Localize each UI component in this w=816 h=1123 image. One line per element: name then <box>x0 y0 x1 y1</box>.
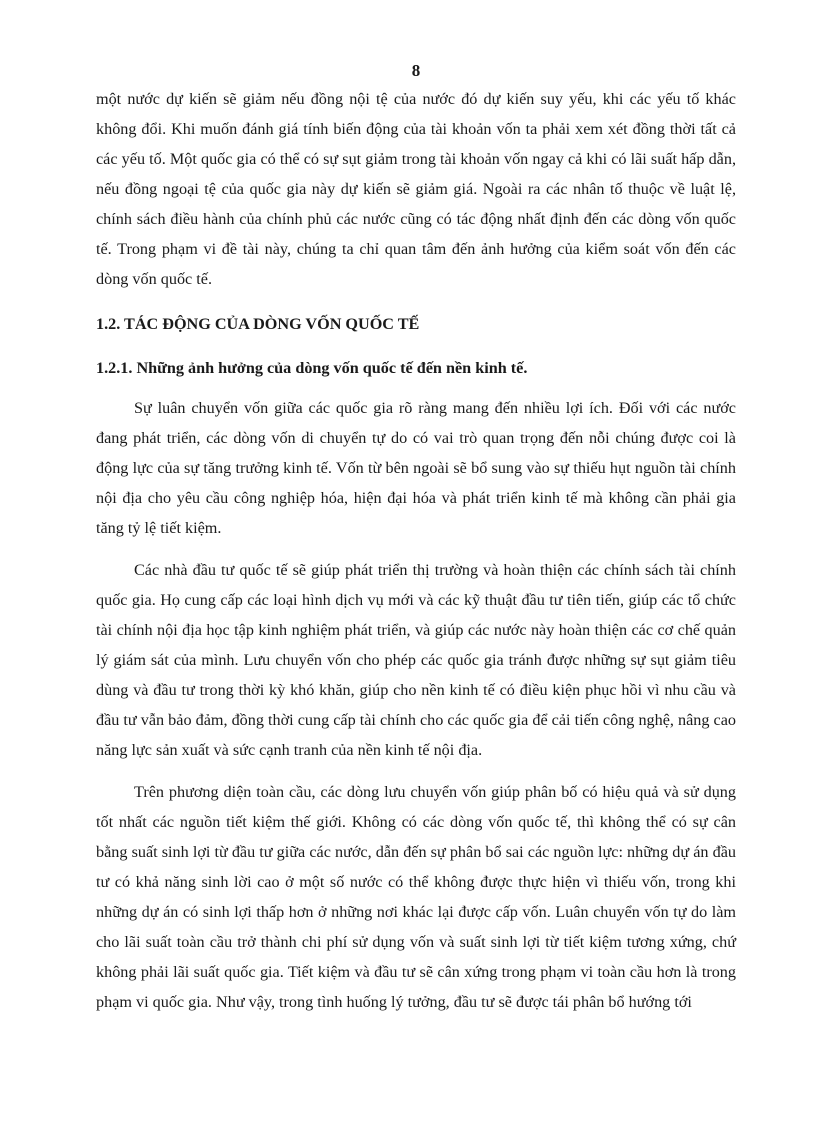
paragraph-international-investors: Các nhà đầu tư quốc tế sẽ giúp phát triển thị trường và hoàn thiện các chính sách tài chính quốc gia. Họ cung cấp các loại hình dịch vụ mới và các kỹ thuật đầu tư tiên tiến, giúp các tổ chức tài chính nội địa học tập kinh nghiệm phát triển, và giúp các nước này hoàn thiện các cơ chế quản lý giám sát của mình. Lưu chuyển vốn cho phép các quốc gia tránh được những sự sụt giảm tiêu dùng và đầu tư trong thời kỳ khó khăn, giúp cho nền kinh tế có điều kiện phục hồi vì nhu cầu và đầu tư vẫn bảo đảm, đồng thời cung cấp tài chính cho các quốc gia để cải tiến công nghệ, nâng cao năng lực sản xuất và sức cạnh tranh của nền kinh tế nội địa. <box>96 561 736 759</box>
paragraph-capital-benefits: Sự luân chuyển vốn giữa các quốc gia rõ ràng mang đến nhiều lợi ích. Đối với các nước đang phát triển, các dòng vốn di chuyển tự do có vai trò quan trọng đến nỗi chúng được coi là động lực của sự tăng trưởng kinh tế. Vốn từ bên ngoài sẽ bổ sung vào sự thiếu hụt nguồn tài chính nội địa cho yêu cầu công nghiệp hóa, hiện đại hóa và phát triển kinh tế mà không cần phải gia tăng tỷ lệ tiết kiệm. <box>96 399 736 537</box>
subsection-heading: 1.2.1. Những ảnh hưởng của dòng vốn quốc tế đến nền kinh tế. <box>96 359 528 377</box>
paragraph-global-perspective: Trên phương diện toàn cầu, các dòng lưu chuyển vốn giúp phân bố có hiệu quả và sử dụng tốt nhất các nguồn tiết kiệm thế giới. Không có các dòng vốn quốc tế, thì không thể có sự cân bằng suất sinh lợi từ đầu tư giữa các nước, dẫn đến sự phân bổ sai các nguồn lực: những dự án đầu tư có khả năng sinh lời cao ở một số nước có thể không được thực hiện vì thiếu vốn, trong khi những dự án có sinh lợi thấp hơn ở những nơi khác lại được cấp vốn. Luân chuyển vốn tự do làm cho lãi suất toàn cầu trở thành chi phí sử dụng vốn và suất sinh lợi từ tiết kiệm tương xứng, chứ không phải lãi suất quốc gia. Tiết kiệm và đầu tư sẽ cân xứng trong phạm vi toàn cầu hơn là trong phạm vi quốc gia. Như vậy, trong tình huống lý tưởng, đầu tư sẽ được tái phân bổ hướng tới <box>96 783 736 1011</box>
page-number: 8 <box>411 61 421 80</box>
paragraph-intro: một nước dự kiến sẽ giảm nếu đồng nội tệ của nước đó dự kiến suy yếu, khi các yếu tố khác không đổi. Khi muốn đánh giá tính biến động của tài khoản vốn ta phải xem xét đồng thời tất cả các yếu tố. Một quốc gia có thể có sự sụt giảm trong tài khoản vốn ngay cả khi có lãi suất hấp dẫn, nếu đồng ngoại tệ của quốc gia này dự kiến sẽ giảm giá. Ngoài ra các nhân tố thuộc về luật lệ, chính sách điều hành của chính phủ các nước cũng có tác động nhất định đến các dòng vốn quốc tế. Trong phạm vi đề tài này, chúng ta chỉ quan tâm đến ảnh hưởng của kiểm soát vốn đến các dòng vốn quốc tế. <box>96 90 736 288</box>
section-heading: 1.2. TÁC ĐỘNG CỦA DÒNG VỐN QUỐC TẾ <box>96 315 420 333</box>
document-page <box>96 58 736 1017</box>
